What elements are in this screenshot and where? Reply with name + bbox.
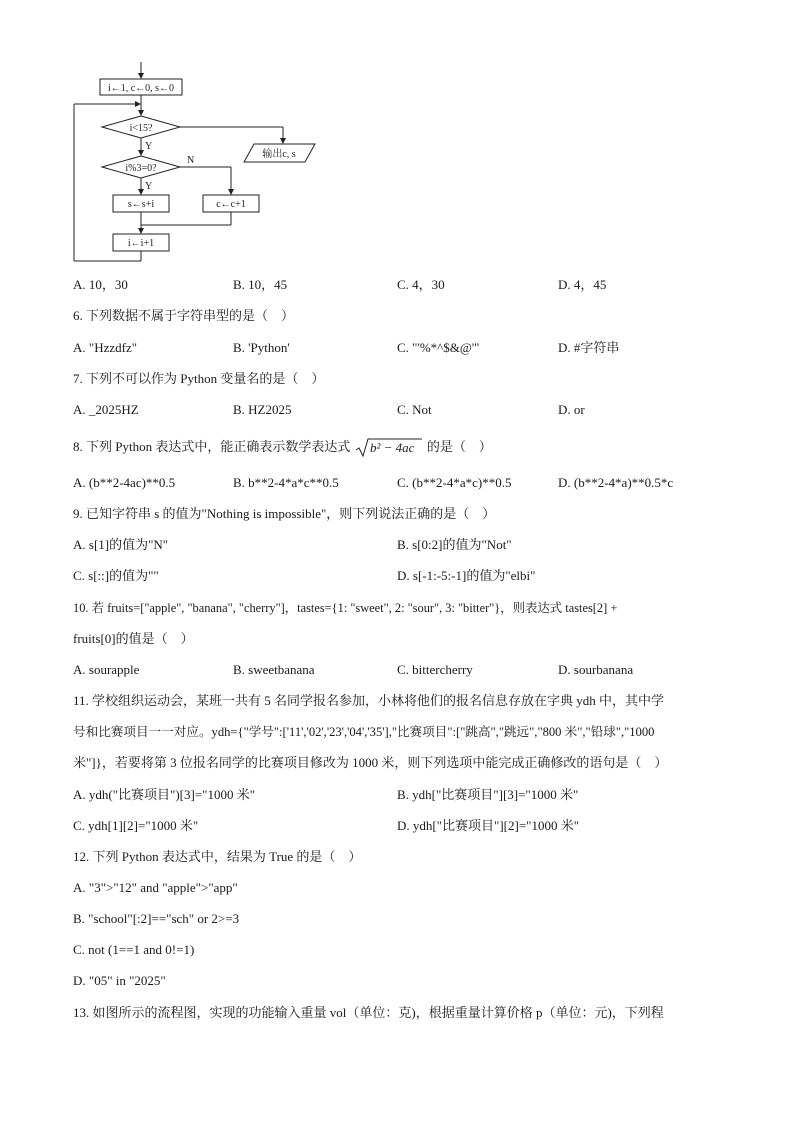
q6-stem: 6. 下列数据不属于字符串型的是（ ） bbox=[73, 308, 295, 323]
q8-sqrt-formula bbox=[354, 437, 424, 459]
flowchart-cond2-yes: Y bbox=[145, 181, 153, 192]
q8-formula-text: b² − 4ac bbox=[369, 440, 415, 455]
q5-option-c: C. 4，30 bbox=[397, 277, 445, 292]
q8-option-c: C. (b**2-4*a*c)**0.5 bbox=[397, 475, 512, 490]
flowchart-s-text: s←s+i bbox=[127, 199, 155, 210]
q6-option-d: D. #字符串 bbox=[558, 340, 620, 355]
q9-option-c: C. s[::]的值为"" bbox=[73, 568, 159, 583]
q11-stem-line3: 米"]}，若要将第 3 位报名同学的比赛项目修改为 1000 米，则下列选项中能完成正确修改的语句是（ ） bbox=[73, 755, 668, 770]
flowchart-cond2-text: i%3=0? bbox=[125, 163, 157, 174]
q13-stem: 13. 如图所示的流程图，实现的功能输入重量 vol（单位：克)，根据重量计算价格 p（单位：元)，下列程 bbox=[73, 1005, 664, 1020]
flowchart bbox=[0, 0, 794, 270]
q11-stem-line1: 11. 学校组织运动会，某班一共有 5 名同学报名参加，小林将他们的报名信息存放在字典 ydh 中，其中学 bbox=[73, 693, 665, 708]
q9-option-b: B. s[0:2]的值为"Not" bbox=[397, 537, 512, 552]
flowchart-cond1-yes: Y bbox=[145, 141, 153, 152]
flowchart-cond2-no: N bbox=[187, 155, 195, 166]
q7-option-b: B. HZ2025 bbox=[233, 402, 292, 417]
q8-stem-post: 的是（ ） bbox=[426, 438, 492, 454]
flowchart-output-text: 输出c, s bbox=[262, 149, 296, 160]
q12-option-c: C. not (1==1 and 0!=1) bbox=[73, 942, 195, 957]
q8-option-d: D. (b**2-4*a)**0.5*c bbox=[558, 475, 674, 490]
q8-stem-pre: 8. 下列 Python 表达式中，能正确表示数学表达式 bbox=[73, 438, 351, 454]
q8-stem bbox=[73, 437, 492, 459]
q9-stem: 9. 已知字符串 s 的值为"Nothing is impossible"，则下列说法正确的是（ ） bbox=[73, 506, 496, 521]
q12-option-d: D. "05" in "2025" bbox=[73, 973, 166, 988]
q5-option-b: B. 10，45 bbox=[233, 277, 288, 292]
q6-option-c: C. "'%*^$&@'" bbox=[397, 340, 480, 355]
q8-option-a: A. (b**2-4ac)**0.5 bbox=[73, 475, 176, 490]
q10-option-a: A. sourapple bbox=[73, 662, 140, 677]
q7-option-c: C. Not bbox=[397, 402, 432, 417]
q12-option-b: B. "school"[:2]=="sch" or 2>=3 bbox=[73, 911, 240, 926]
flowchart-init-text: i←1, c←0, s←0 bbox=[107, 83, 175, 94]
q10-option-d: D. sourbanana bbox=[558, 662, 634, 677]
q10-option-c: C. bittercherry bbox=[397, 662, 473, 677]
q8-option-b: B. b**2-4*a*c**0.5 bbox=[233, 475, 339, 490]
q12-stem: 12. 下列 Python 表达式中，结果为 True 的是（ ） bbox=[73, 849, 362, 864]
q10-stem-line1: 10. 若 fruits=["apple", "banana", "cherry"]，tastes={1: "sweet", 2: "sour", 3: "bitter"}，则表达式 tastes[2] + bbox=[73, 601, 618, 615]
q7-stem: 7. 下列不可以作为 Python 变量名的是（ ） bbox=[73, 371, 325, 386]
q7-option-a: A. _2025HZ bbox=[73, 402, 139, 417]
q9-option-a: A. s[1]的值为"N" bbox=[73, 537, 169, 552]
q11-option-c: C. ydh[1][2]="1000 米" bbox=[73, 818, 199, 833]
q5-option-d: D. 4，45 bbox=[558, 277, 607, 292]
q11-option-b: B. ydh["比赛项目"][3]="1000 米" bbox=[397, 787, 579, 802]
q10-option-b: B. sweetbanana bbox=[233, 662, 315, 677]
q11-stem-line2: 号和比赛项目一一对应。ydh={"学号":['11','02','23','04','35'],"比赛项目":["跳高","跳远","800 米","铅球","1000 bbox=[73, 725, 655, 739]
q11-option-a: A. ydh("比赛项目")[3]="1000 米" bbox=[73, 787, 256, 802]
q9-option-d: D. s[-1:-5:-1]的值为"elbi" bbox=[397, 568, 536, 583]
flowchart-cond1-text: i<15? bbox=[129, 123, 153, 134]
q11-option-d: D. ydh["比赛项目"][2]="1000 米" bbox=[397, 818, 580, 833]
flowchart-i-text: i←i+1 bbox=[127, 238, 155, 249]
q6-option-a: A. "Hzzdfz" bbox=[73, 340, 138, 355]
q6-option-b: B. 'Python' bbox=[233, 340, 290, 355]
q10-stem-line2: fruits[0]的值是（ ） bbox=[73, 631, 194, 646]
q5-option-a: A. 10，30 bbox=[73, 277, 128, 292]
q7-option-d: D. or bbox=[558, 402, 585, 417]
flowchart-c-text: c←c+1 bbox=[216, 199, 246, 210]
q12-option-a: A. "3">"12" and "apple">"app" bbox=[73, 880, 238, 895]
